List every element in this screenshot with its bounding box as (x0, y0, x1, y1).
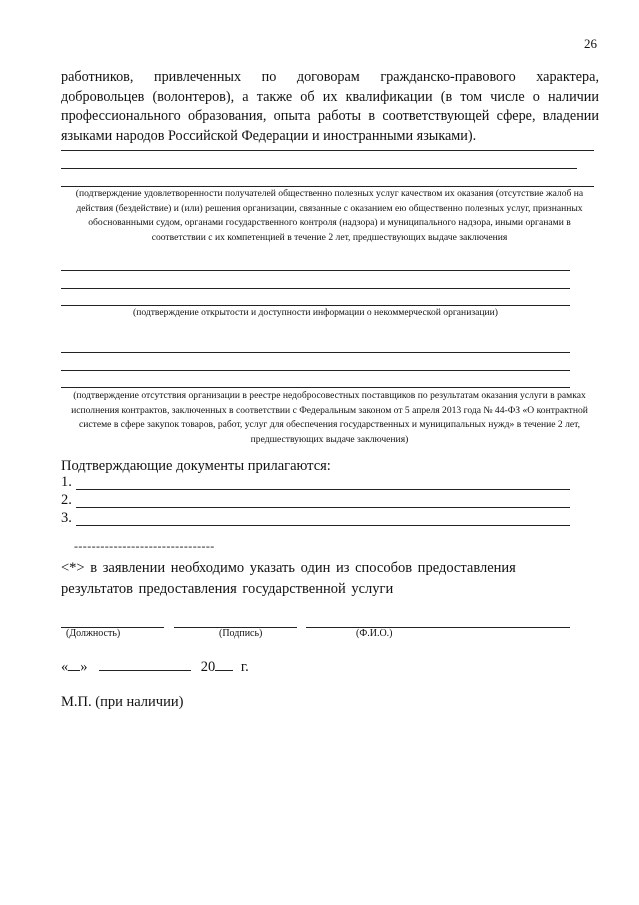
note-openness: (подтверждение открытости и доступности информации о некоммерческой организации) (133, 307, 498, 318)
blank-line (61, 168, 577, 169)
page-number: 26 (584, 36, 597, 51)
signature-caption: (Подпись) (219, 628, 263, 639)
document-number: 2. (61, 492, 72, 508)
date-close-quote: » (80, 659, 88, 675)
blank-line (61, 288, 570, 289)
date-row (61, 658, 249, 676)
blank-line (61, 370, 570, 371)
stamp-place: М.П. (при наличии) (61, 694, 184, 710)
footnote: <*> в заявлении необходимо указать один из способов предоставления результатов предоставления государственной услуги (61, 560, 516, 597)
year-blank (215, 658, 233, 671)
blank-line (61, 387, 570, 388)
note-satisfaction: (подтверждение удовлетворенности получателей общественно полезных услуг качеством их оказания (отсутствие жалоб на действия (бездействие) и (или) решения организации, связанные с оказанием ею общественно полезных услуг, признанных обоснованными судом, органами государственного контроля (надзора) и муниципального надзора, иными органами в соответствии с их компетенцией в течение 2 лет, предшествующих выдаче заключения (75, 188, 584, 243)
position-caption: (Должность) (66, 628, 121, 639)
document-number: 3. (61, 510, 72, 526)
documents-heading: Подтверждающие документы прилагаются: (61, 458, 331, 474)
year-prefix: 20 (200, 659, 216, 675)
document-line (76, 525, 570, 526)
name-line (306, 627, 570, 628)
footnote-separator: -------------------------------- (74, 539, 215, 553)
year-suffix: г. (240, 659, 249, 675)
document-line (76, 489, 570, 490)
blank-line (61, 270, 570, 271)
blank-line (61, 352, 570, 353)
blank-line (61, 150, 594, 151)
day-blank (68, 658, 80, 671)
month-blank (99, 658, 191, 671)
name-caption: (Ф.И.О.) (356, 628, 393, 639)
date-open-quote: « (61, 659, 69, 675)
document-number: 1. (61, 474, 72, 490)
intro-paragraph: работников, привлеченных по договорам гражданско-правового характера, добровольцев (волонтеров), а также об их квалификации (в том числе о наличии профессионального образования, опыта работы в соответствующей сфере, владении языками народов Российской Федерации и иностранными языками). (61, 69, 599, 144)
note-registry: (подтверждение отсутствия организации в реестре недобросовестных поставщиков по результатам оказания услуги в рамках исполнения контрактов, заключенных в соответствии с Федеральным законом от 5 апреля 2013 года № 44-ФЗ «О контрактной системе в сфере закупок товаров, работ, услуг для обеспечения государственных и муниципальных нужд» в течение 2 лет, предшествующих выдаче заключения) (71, 390, 588, 445)
document-line (76, 507, 570, 508)
